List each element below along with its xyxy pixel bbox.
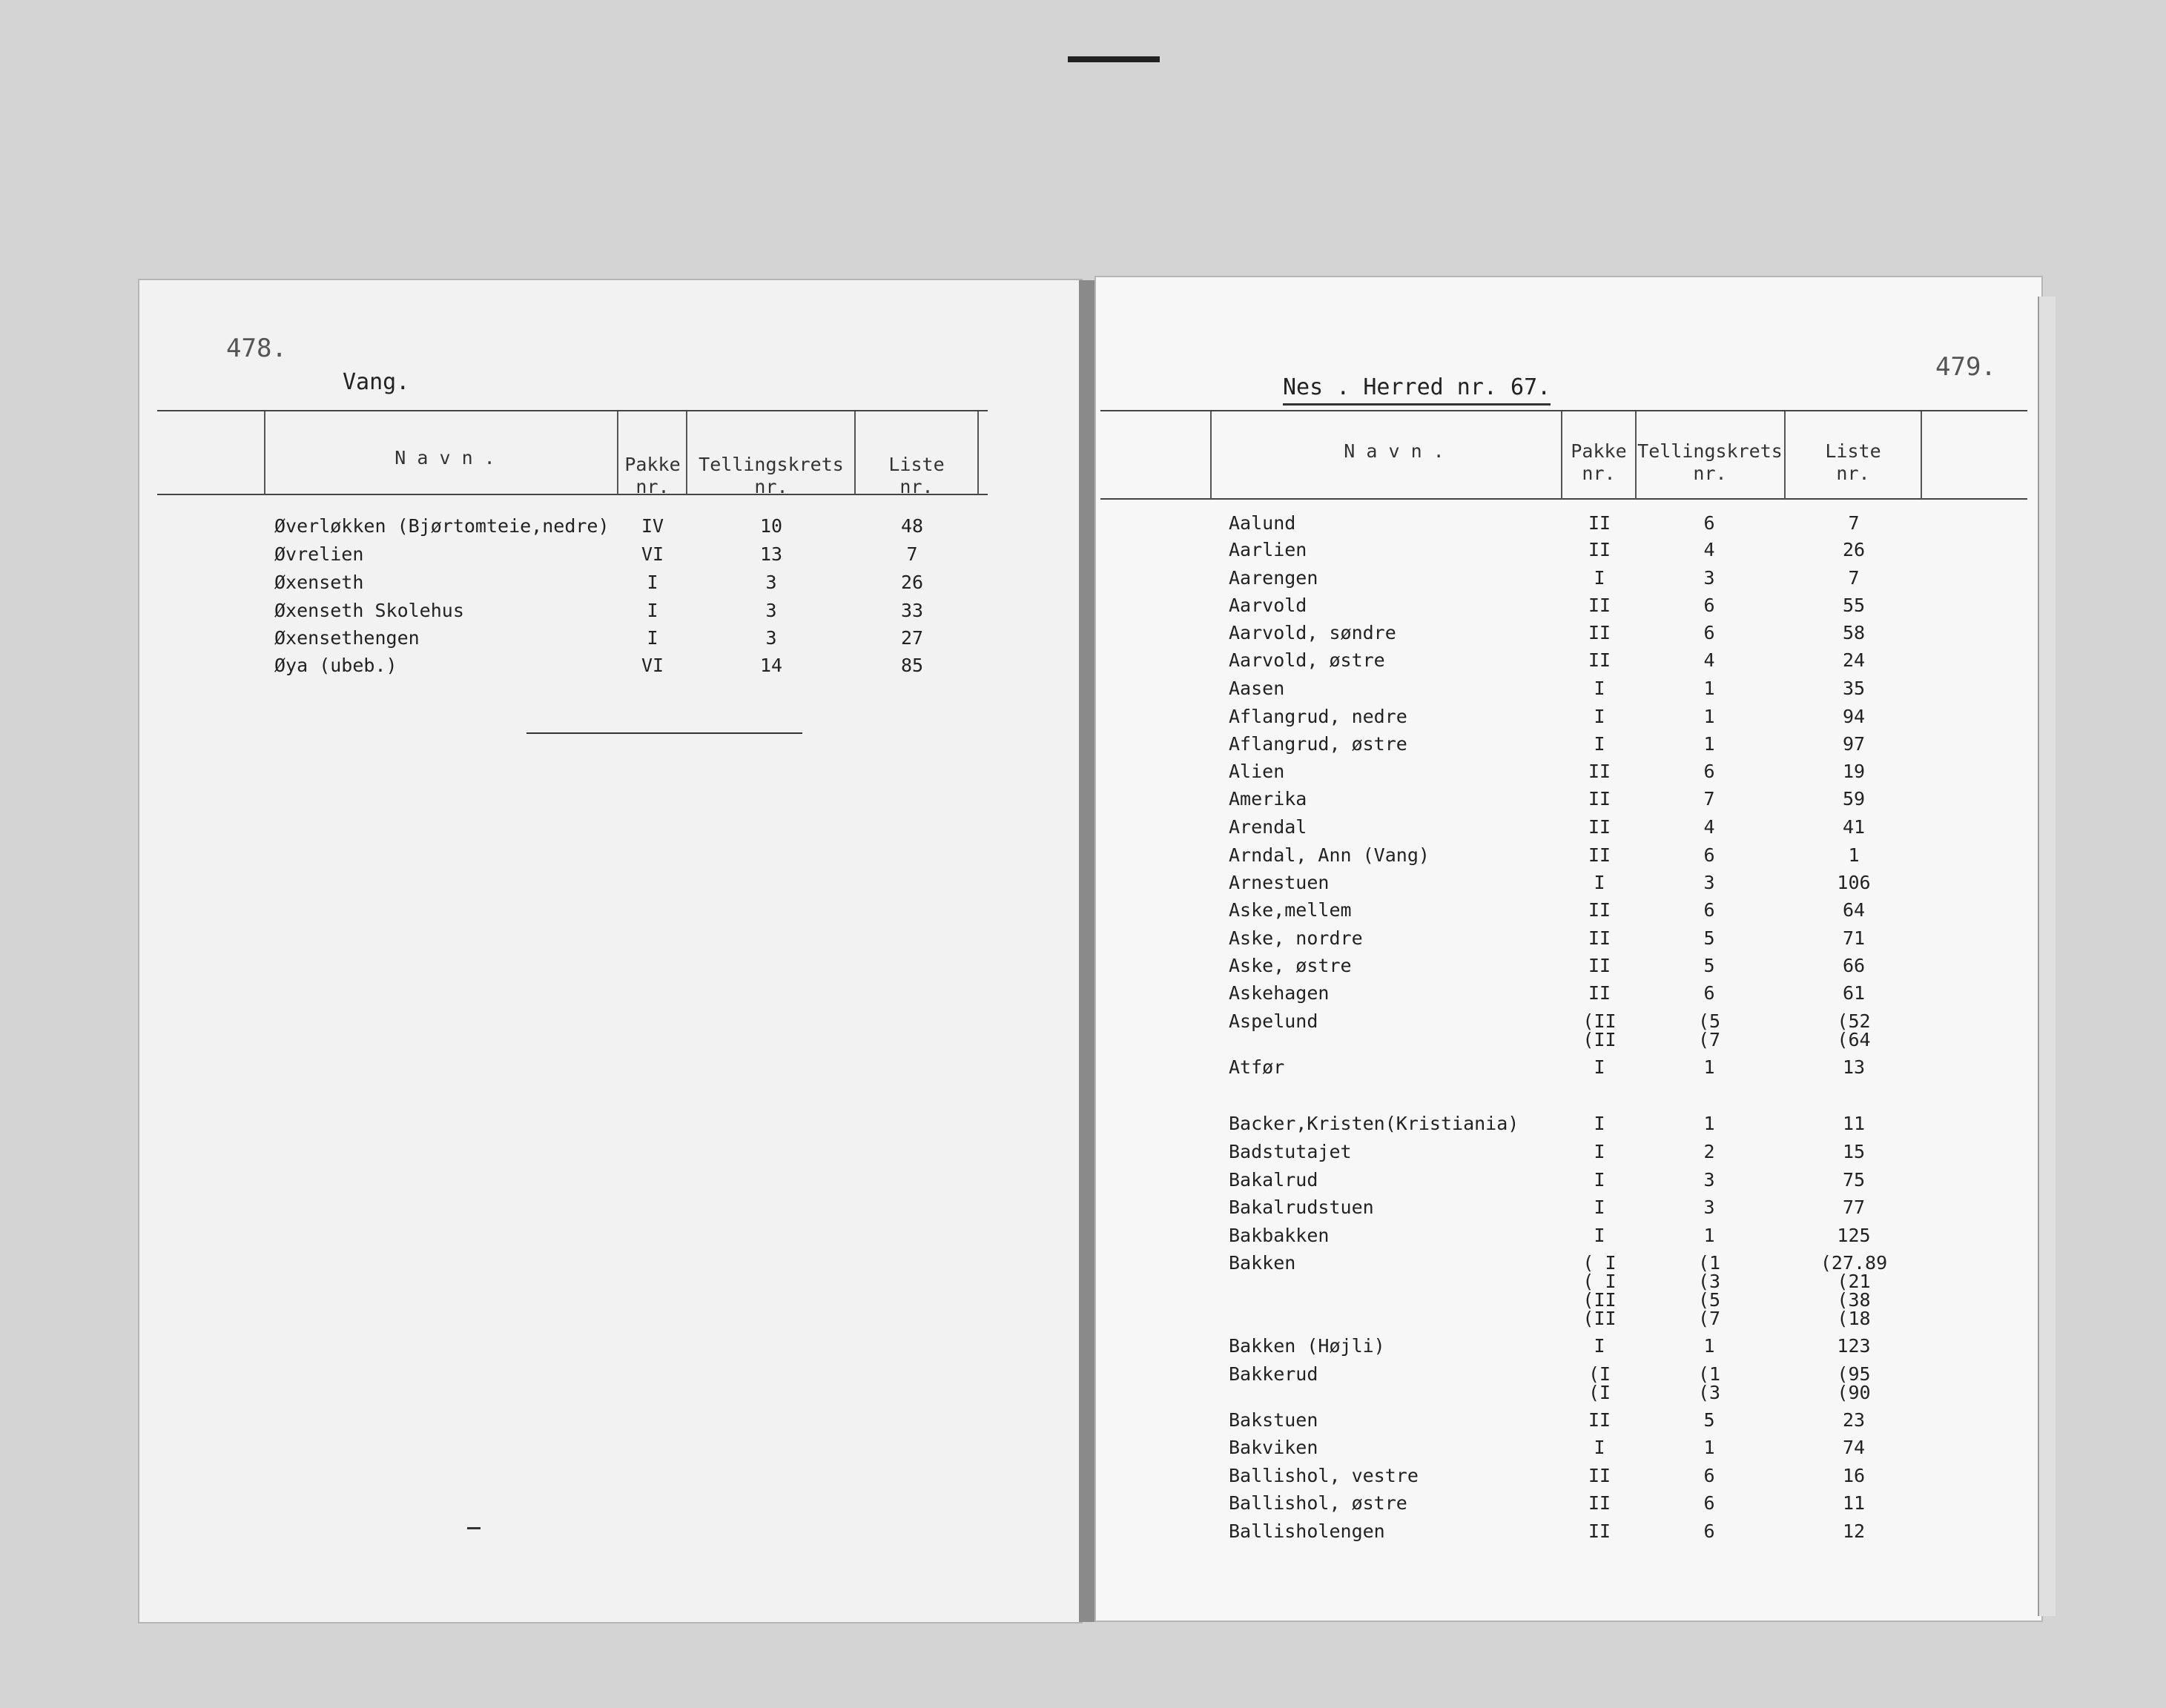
right-row-pakke: II — [1588, 927, 1611, 949]
right-row-krets: (1 — [1697, 1363, 1721, 1385]
left-row-navn: Øxensethengen — [274, 627, 420, 649]
right-row-liste: 94 — [1842, 706, 1866, 727]
left-end-rule — [526, 732, 802, 734]
right-row-pakke: I — [1594, 1169, 1605, 1191]
right-header-bottom-rule — [1100, 498, 2027, 500]
left-row-pakke: VI — [641, 543, 664, 565]
left-row-krets: 13 — [759, 543, 783, 565]
left-row-krets: 3 — [765, 572, 777, 593]
right-row-pakke: II — [1588, 539, 1611, 560]
right-row-navn: Bakbakken — [1229, 1225, 1330, 1246]
right-row-krets: 6 — [1703, 1520, 1715, 1542]
right-row-liste: 61 — [1842, 982, 1866, 1004]
right-col-divider — [1921, 411, 1922, 499]
right-row-navn: Atfør — [1229, 1056, 1285, 1078]
right-row-navn: Badstutajet — [1229, 1141, 1352, 1162]
right-row-krets: 1 — [1703, 1335, 1715, 1357]
right-row-liste: 7 — [1848, 512, 1860, 534]
right-row-krets: 6 — [1703, 595, 1715, 616]
left-row-pakke: I — [647, 627, 658, 649]
right-row-krets: (5 — [1697, 1010, 1721, 1032]
left-row-navn: Øya (ubeb.) — [274, 655, 397, 676]
right-row-krets: 6 — [1703, 1465, 1715, 1486]
right-col-divider — [1635, 411, 1637, 499]
left-row-navn: Øvrelien — [274, 543, 364, 565]
right-row-krets: (7 — [1697, 1029, 1721, 1050]
right-row-krets: 1 — [1703, 733, 1715, 755]
left-row-krets: 10 — [759, 515, 783, 537]
right-row-navn: Bakkerud — [1229, 1363, 1318, 1385]
right-row-navn: Amerika — [1229, 788, 1307, 810]
right-col-divider — [1561, 411, 1562, 499]
right-row-navn: Arnestuen — [1229, 872, 1330, 893]
left-margin-dash — [467, 1527, 481, 1529]
right-row-liste: 13 — [1842, 1056, 1866, 1078]
right-row-pakke: II — [1588, 622, 1611, 643]
right-row-pakke: II — [1588, 955, 1611, 976]
left-row-navn: Øxenseth Skolehus — [274, 600, 464, 621]
left-row-pakke: VI — [641, 655, 664, 676]
right-row-krets: 4 — [1703, 649, 1715, 671]
right-row-krets: 6 — [1703, 844, 1715, 866]
right-row-pakke: (II — [1582, 1308, 1617, 1329]
right-row-krets: 1 — [1703, 1437, 1715, 1458]
left-header-top-rule — [157, 410, 988, 411]
right-row-navn: Bakalrudstuen — [1229, 1196, 1374, 1218]
right-row-liste: 12 — [1842, 1520, 1866, 1542]
right-row-liste: 123 — [1837, 1335, 1871, 1357]
right-row-navn: Alien — [1229, 761, 1285, 782]
right-row-pakke: I — [1594, 1335, 1605, 1357]
right-row-krets: (5 — [1697, 1289, 1721, 1311]
right-row-pakke: II — [1588, 512, 1611, 534]
right-row-krets: 5 — [1703, 1409, 1715, 1431]
right-row-pakke: I — [1594, 678, 1605, 699]
right-row-liste: 26 — [1842, 539, 1866, 560]
right-row-navn: Aske, østre — [1229, 955, 1352, 976]
right-row-liste: 15 — [1842, 1141, 1866, 1162]
right-row-liste: 75 — [1842, 1169, 1866, 1191]
right-row-pakke: I — [1594, 1225, 1605, 1246]
right-row-krets: 6 — [1703, 622, 1715, 643]
right-row-krets: 1 — [1703, 1056, 1715, 1078]
right-row-krets: 3 — [1703, 1196, 1715, 1218]
left-row-navn: Øxenseth — [274, 572, 364, 593]
left-header-pakke: Pakke nr. — [624, 454, 681, 497]
right-page-number: 479. — [1935, 352, 1996, 382]
right-row-liste: 41 — [1842, 816, 1866, 838]
right-page-edge — [2038, 297, 2056, 1616]
right-row-navn: Arendal — [1229, 816, 1307, 838]
right-row-navn: Aske, nordre — [1229, 927, 1363, 949]
right-row-krets: (1 — [1697, 1252, 1721, 1274]
right-row-pakke: II — [1588, 899, 1611, 921]
right-row-liste: (21 — [1837, 1271, 1871, 1292]
right-row-krets: 6 — [1703, 982, 1715, 1004]
right-row-navn: Aalund — [1229, 512, 1296, 534]
left-col-divider — [977, 411, 979, 494]
right-row-navn: Aske,mellem — [1229, 899, 1352, 921]
left-row-pakke: IV — [641, 515, 664, 537]
right-header-top-rule — [1100, 410, 2027, 411]
right-row-liste: (52 — [1837, 1010, 1871, 1032]
right-row-krets: 6 — [1703, 761, 1715, 782]
right-header-navn: N a v n . — [1344, 440, 1444, 462]
left-row-krets: 14 — [759, 655, 783, 676]
right-row-liste: 74 — [1842, 1437, 1866, 1458]
right-row-navn: Aspelund — [1229, 1010, 1318, 1032]
right-row-navn: Bakken — [1229, 1252, 1296, 1274]
right-row-liste: 11 — [1842, 1492, 1866, 1514]
left-district-title: Vang. — [343, 369, 410, 395]
right-row-liste: 11 — [1842, 1113, 1866, 1134]
right-row-pakke: II — [1588, 1492, 1611, 1514]
right-row-pakke: II — [1588, 649, 1611, 671]
right-row-navn: Backer,Kristen(Kristiania) — [1229, 1113, 1519, 1134]
right-row-liste: (27.89 — [1820, 1252, 1888, 1274]
left-header-liste: Liste nr. — [888, 454, 945, 497]
right-row-pakke: ( I — [1582, 1271, 1617, 1292]
left-row-pakke: I — [647, 572, 658, 593]
left-page-number: 478. — [226, 334, 287, 363]
right-row-navn: Aflangrud, nedre — [1229, 706, 1407, 727]
right-row-liste: 66 — [1842, 955, 1866, 976]
right-row-pakke: II — [1588, 1520, 1611, 1542]
right-row-pakke: I — [1594, 567, 1605, 589]
right-row-pakke: I — [1594, 1437, 1605, 1458]
right-row-liste: 64 — [1842, 899, 1866, 921]
right-row-pakke: II — [1588, 595, 1611, 616]
right-row-krets: 2 — [1703, 1141, 1715, 1162]
right-row-pakke: II — [1588, 1409, 1611, 1431]
right-header-pakke: Pakke nr. — [1571, 440, 1627, 484]
right-row-navn: Aarlien — [1229, 539, 1307, 560]
left-col-divider — [617, 411, 618, 494]
left-row-liste: 85 — [900, 655, 924, 676]
left-col-divider — [854, 411, 856, 494]
left-header-krets: Tellingskrets nr. — [699, 454, 844, 497]
right-row-krets: (3 — [1697, 1382, 1721, 1403]
right-row-navn: Ballishol, vestre — [1229, 1465, 1419, 1486]
right-row-pakke: I — [1594, 1113, 1605, 1134]
right-row-liste: 1 — [1848, 844, 1860, 866]
right-row-pakke: I — [1594, 1056, 1605, 1078]
right-row-krets: 5 — [1703, 955, 1715, 976]
left-row-liste: 27 — [900, 627, 924, 649]
right-row-liste: 35 — [1842, 678, 1866, 699]
right-row-krets: 1 — [1703, 706, 1715, 727]
left-row-liste: 26 — [900, 572, 924, 593]
right-row-navn: Bakalrud — [1229, 1169, 1318, 1191]
right-row-krets: 3 — [1703, 872, 1715, 893]
right-row-pakke: I — [1594, 706, 1605, 727]
right-row-liste: (64 — [1837, 1029, 1871, 1050]
right-row-liste: 24 — [1842, 649, 1866, 671]
right-row-navn: Aarvold — [1229, 595, 1307, 616]
right-row-krets: 5 — [1703, 927, 1715, 949]
right-row-krets: 7 — [1703, 788, 1715, 810]
right-row-krets: (7 — [1697, 1308, 1721, 1329]
right-row-pakke: I — [1594, 872, 1605, 893]
left-row-krets: 3 — [765, 627, 777, 649]
right-row-liste: (38 — [1837, 1289, 1871, 1311]
right-row-krets: 4 — [1703, 539, 1715, 560]
right-row-krets: 4 — [1703, 816, 1715, 838]
right-row-pakke: (II — [1582, 1289, 1617, 1311]
right-row-krets: 1 — [1703, 1225, 1715, 1246]
right-row-pakke: II — [1588, 982, 1611, 1004]
right-row-navn: Aasen — [1229, 678, 1285, 699]
right-row-krets: 3 — [1703, 1169, 1715, 1191]
right-row-liste: 16 — [1842, 1465, 1866, 1486]
left-row-liste: 33 — [900, 600, 924, 621]
right-row-pakke: (II — [1582, 1029, 1617, 1050]
right-row-liste: 125 — [1837, 1225, 1871, 1246]
right-row-navn: Aarengen — [1229, 567, 1318, 589]
left-row-navn: Øverløkken (Bjørtomteie,nedre) — [274, 515, 610, 537]
right-row-liste: 58 — [1842, 622, 1866, 643]
right-row-navn: Bakviken — [1229, 1437, 1318, 1458]
right-row-liste: 7 — [1848, 567, 1860, 589]
right-row-liste: (90 — [1837, 1382, 1871, 1403]
right-row-liste: 71 — [1842, 927, 1866, 949]
right-row-liste: 55 — [1842, 595, 1866, 616]
right-row-liste: 59 — [1842, 788, 1866, 810]
right-row-navn: Bakken (Højli) — [1229, 1335, 1385, 1357]
right-row-krets: 6 — [1703, 899, 1715, 921]
right-row-navn: Bakstuen — [1229, 1409, 1318, 1431]
right-row-navn: Ballishol, østre — [1229, 1492, 1407, 1514]
right-row-pakke: I — [1594, 1141, 1605, 1162]
right-col-divider — [1210, 411, 1212, 499]
right-row-navn: Askehagen — [1229, 982, 1330, 1004]
left-col-divider — [264, 411, 265, 494]
right-row-pakke: I — [1594, 733, 1605, 755]
left-col-divider — [686, 411, 687, 494]
left-row-krets: 3 — [765, 600, 777, 621]
left-row-liste: 7 — [906, 543, 918, 565]
right-row-krets: 1 — [1703, 678, 1715, 699]
right-row-pakke: (I — [1588, 1363, 1611, 1385]
right-row-liste: 77 — [1842, 1196, 1866, 1218]
right-row-liste: 19 — [1842, 761, 1866, 782]
right-page-title: Nes . Herred nr. 67. — [1283, 374, 1551, 406]
right-row-pakke: ( I — [1582, 1252, 1617, 1274]
right-row-pakke: (II — [1582, 1010, 1617, 1032]
right-row-pakke: II — [1588, 788, 1611, 810]
right-row-pakke: II — [1588, 844, 1611, 866]
right-row-krets: 6 — [1703, 1492, 1715, 1514]
right-row-pakke: I — [1594, 1196, 1605, 1218]
right-row-krets: 1 — [1703, 1113, 1715, 1134]
right-row-navn: Aarvold, søndre — [1229, 622, 1396, 643]
left-row-pakke: I — [647, 600, 658, 621]
right-row-krets: (3 — [1697, 1271, 1721, 1292]
right-col-divider — [1784, 411, 1786, 499]
right-header-liste: Liste nr. — [1825, 440, 1881, 484]
right-row-krets: 3 — [1703, 567, 1715, 589]
right-row-liste: 106 — [1837, 872, 1871, 893]
left-row-liste: 48 — [900, 515, 924, 537]
left-header-navn: N a v n . — [394, 447, 495, 469]
right-row-navn: Arndal, Ann (Vang) — [1229, 844, 1430, 866]
right-row-pakke: II — [1588, 1465, 1611, 1486]
right-row-liste: 97 — [1842, 733, 1866, 755]
right-row-pakke: (I — [1588, 1382, 1611, 1403]
right-row-krets: 6 — [1703, 512, 1715, 534]
right-row-liste: (18 — [1837, 1308, 1871, 1329]
right-row-pakke: II — [1588, 761, 1611, 782]
right-row-liste: 23 — [1842, 1409, 1866, 1431]
right-row-pakke: II — [1588, 816, 1611, 838]
top-ink-mark — [1068, 56, 1160, 62]
right-header-krets: Tellingskrets nr. — [1637, 440, 1783, 484]
right-row-liste: (95 — [1837, 1363, 1871, 1385]
right-row-navn: Aarvold, østre — [1229, 649, 1385, 671]
right-row-navn: Aflangrud, østre — [1229, 733, 1407, 755]
right-row-navn: Ballisholengen — [1229, 1520, 1385, 1542]
